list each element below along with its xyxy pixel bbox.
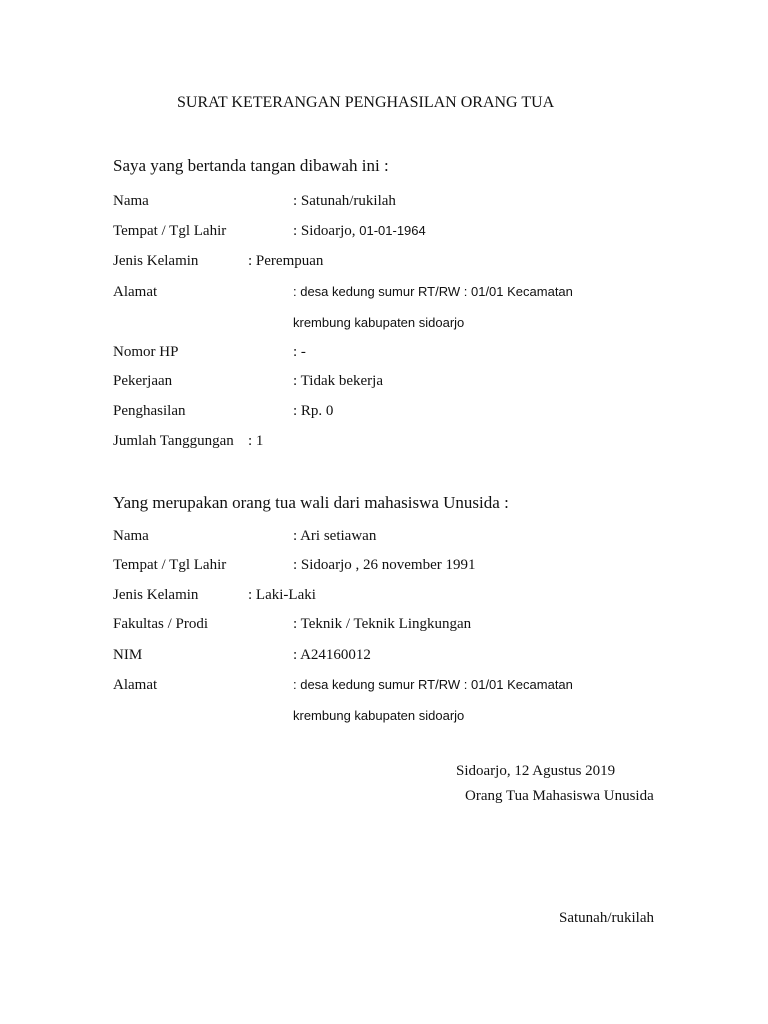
parent-ttl-label: Tempat / Tgl Lahir	[113, 223, 227, 239]
parent-alamat-line1: : desa kedung sumur RT/RW : 01/01 Kecamatan	[293, 284, 573, 299]
parent-nama-label: Nama	[113, 193, 149, 209]
student-alamat-label: Alamat	[113, 677, 158, 693]
student-ttl-label: Tempat / Tgl Lahir	[113, 557, 227, 573]
student-fakultas-value: : Teknik / Teknik Lingkungan	[293, 616, 472, 632]
parent-pekerjaan-label: Pekerjaan	[113, 373, 173, 389]
parent-jk-value: : Perempuan	[248, 253, 324, 269]
student-alamat-line2: krembung kabupaten sidoarjo	[293, 708, 465, 723]
parent-hp-value: : -	[293, 344, 306, 360]
document-title: SURAT KETERANGAN PENGHASILAN ORANG TUA	[177, 94, 555, 111]
parent-ttl-date: 01-01-1964	[359, 223, 426, 238]
student-nama-value: : Ari setiawan	[293, 528, 377, 544]
parent-hp-label: Nomor HP	[113, 344, 179, 360]
signature-name: Satunah/rukilah	[559, 910, 654, 926]
student-jk-value: : Laki-Laki	[248, 587, 316, 603]
parent-alamat-label: Alamat	[113, 284, 158, 300]
student-jk-label: Jenis Kelamin	[113, 587, 199, 603]
signature-role: Orang Tua Mahasiswa Unusida	[465, 788, 654, 804]
signature-place-date: Sidoarjo, 12 Agustus 2019	[456, 763, 616, 779]
parent-nama-value: : Satunah/rukilah	[293, 193, 396, 209]
student-ttl-value: : Sidoarjo , 26 november 1991	[293, 557, 476, 573]
parent-pekerjaan-value: : Tidak bekerja	[293, 373, 383, 389]
parent-penghasilan-label: Penghasilan	[113, 403, 186, 419]
intro2-statement: Yang merupakan orang tua wali dari mahasiswa Unusida :	[113, 493, 509, 512]
student-fakultas-label: Fakultas / Prodi	[113, 616, 209, 632]
parent-tanggungan-value: : 1	[248, 433, 264, 449]
parent-alamat-line2: krembung kabupaten sidoarjo	[293, 315, 465, 330]
student-nim-label: NIM	[113, 647, 143, 663]
parent-tanggungan-label: Jumlah Tanggungan	[113, 433, 234, 449]
parent-jk-label: Jenis Kelamin	[113, 253, 199, 269]
parent-ttl-place: : Sidoarjo,	[293, 223, 360, 239]
parent-ttl-value	[293, 222, 426, 240]
intro-statement: Saya yang bertanda tangan dibawah ini :	[113, 156, 389, 175]
student-nama-label: Nama	[113, 528, 149, 544]
student-nim-value: : A24160012	[293, 647, 371, 663]
parent-penghasilan-value: : Rp. 0	[293, 403, 334, 419]
student-alamat-line1: : desa kedung sumur RT/RW : 01/01 Kecamatan	[293, 677, 573, 692]
